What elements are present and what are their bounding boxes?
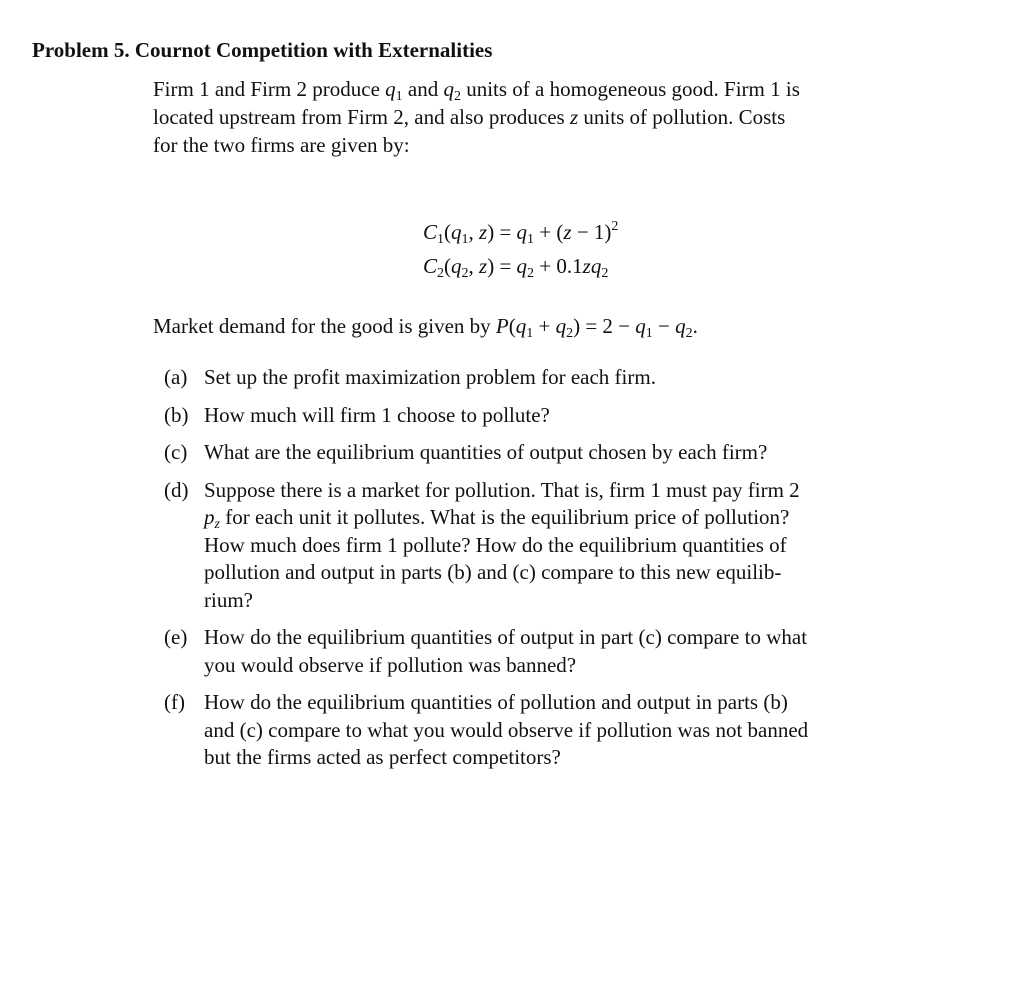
question-item-a [164,364,944,392]
question-text: and (c) compare to what you would observe if pollution was not banned [204,717,809,742]
question-item-d [164,477,944,615]
question-text: pollution and output in parts (b) and (c) compare to this new equilib- [204,560,782,584]
question-label: (f) [164,690,185,714]
question-text: you would observe if pollution was banned? [204,652,577,677]
question-text: How much does firm 1 pollute? How do the equilibrium quantities of [204,532,787,557]
question-label: (e) [164,625,188,649]
cost-equation-firm-2: $C_2(q_2$, $z) = q_2 + 0.1zq_2$ [423,254,609,281]
question-list [164,364,944,782]
question-text: What are the equilibrium quantities of output chosen by each firm? [204,440,768,464]
intro-line-1: Firm 1 and Firm 2 produce $q_1$ and $q_2$ units of a homogeneous good. Firm 1 is [153,77,800,104]
question-item-c [164,439,944,467]
question-text: Set up the profit maximization problem for each firm. [204,365,656,389]
market-demand: Market demand for the good is given by $P(q_1 + q_2) = 2 - q_1 - q_2$. [153,314,698,341]
question-label: (a) [164,365,188,389]
question-label: (d) [164,477,189,502]
cost-equation-firm-1: $C_1(q_1$, $z) = q_1 + (z - 1)^2$ [423,219,619,247]
question-text: How do the equilibrium quantities of output in part (c) compare to what [204,625,808,649]
problem-title: Cournot Competition with Externalities [134,38,493,62]
question-item-f [164,689,944,772]
problem-heading [32,36,492,64]
intro-line-3: for the two firms are given by: [153,133,410,157]
question-label: (b) [164,402,189,427]
question-text: but the firms acted as perfect competitors? [204,745,561,769]
problem-label: Problem 5. [32,38,130,62]
question-text: How much will firm 1 choose to pollute? [204,402,550,427]
question-text: Suppose there is a market for pollution. That is, firm 1 must pay firm 2 [204,477,800,502]
question-text: rium? [204,587,253,612]
intro-line-2: located upstream from Firm 2, and also produces z units of pollution. Costs [153,105,786,129]
question-item-b [164,402,944,430]
question-text: $p_z$ for each unit it pollutes. What is the equilibrium price of pollution? [204,505,790,532]
question-text: How do the equilibrium quantities of pollution and output in parts (b) [204,690,788,714]
problem-intro [153,75,933,159]
question-label: (c) [164,440,188,464]
question-item-e [164,624,944,679]
